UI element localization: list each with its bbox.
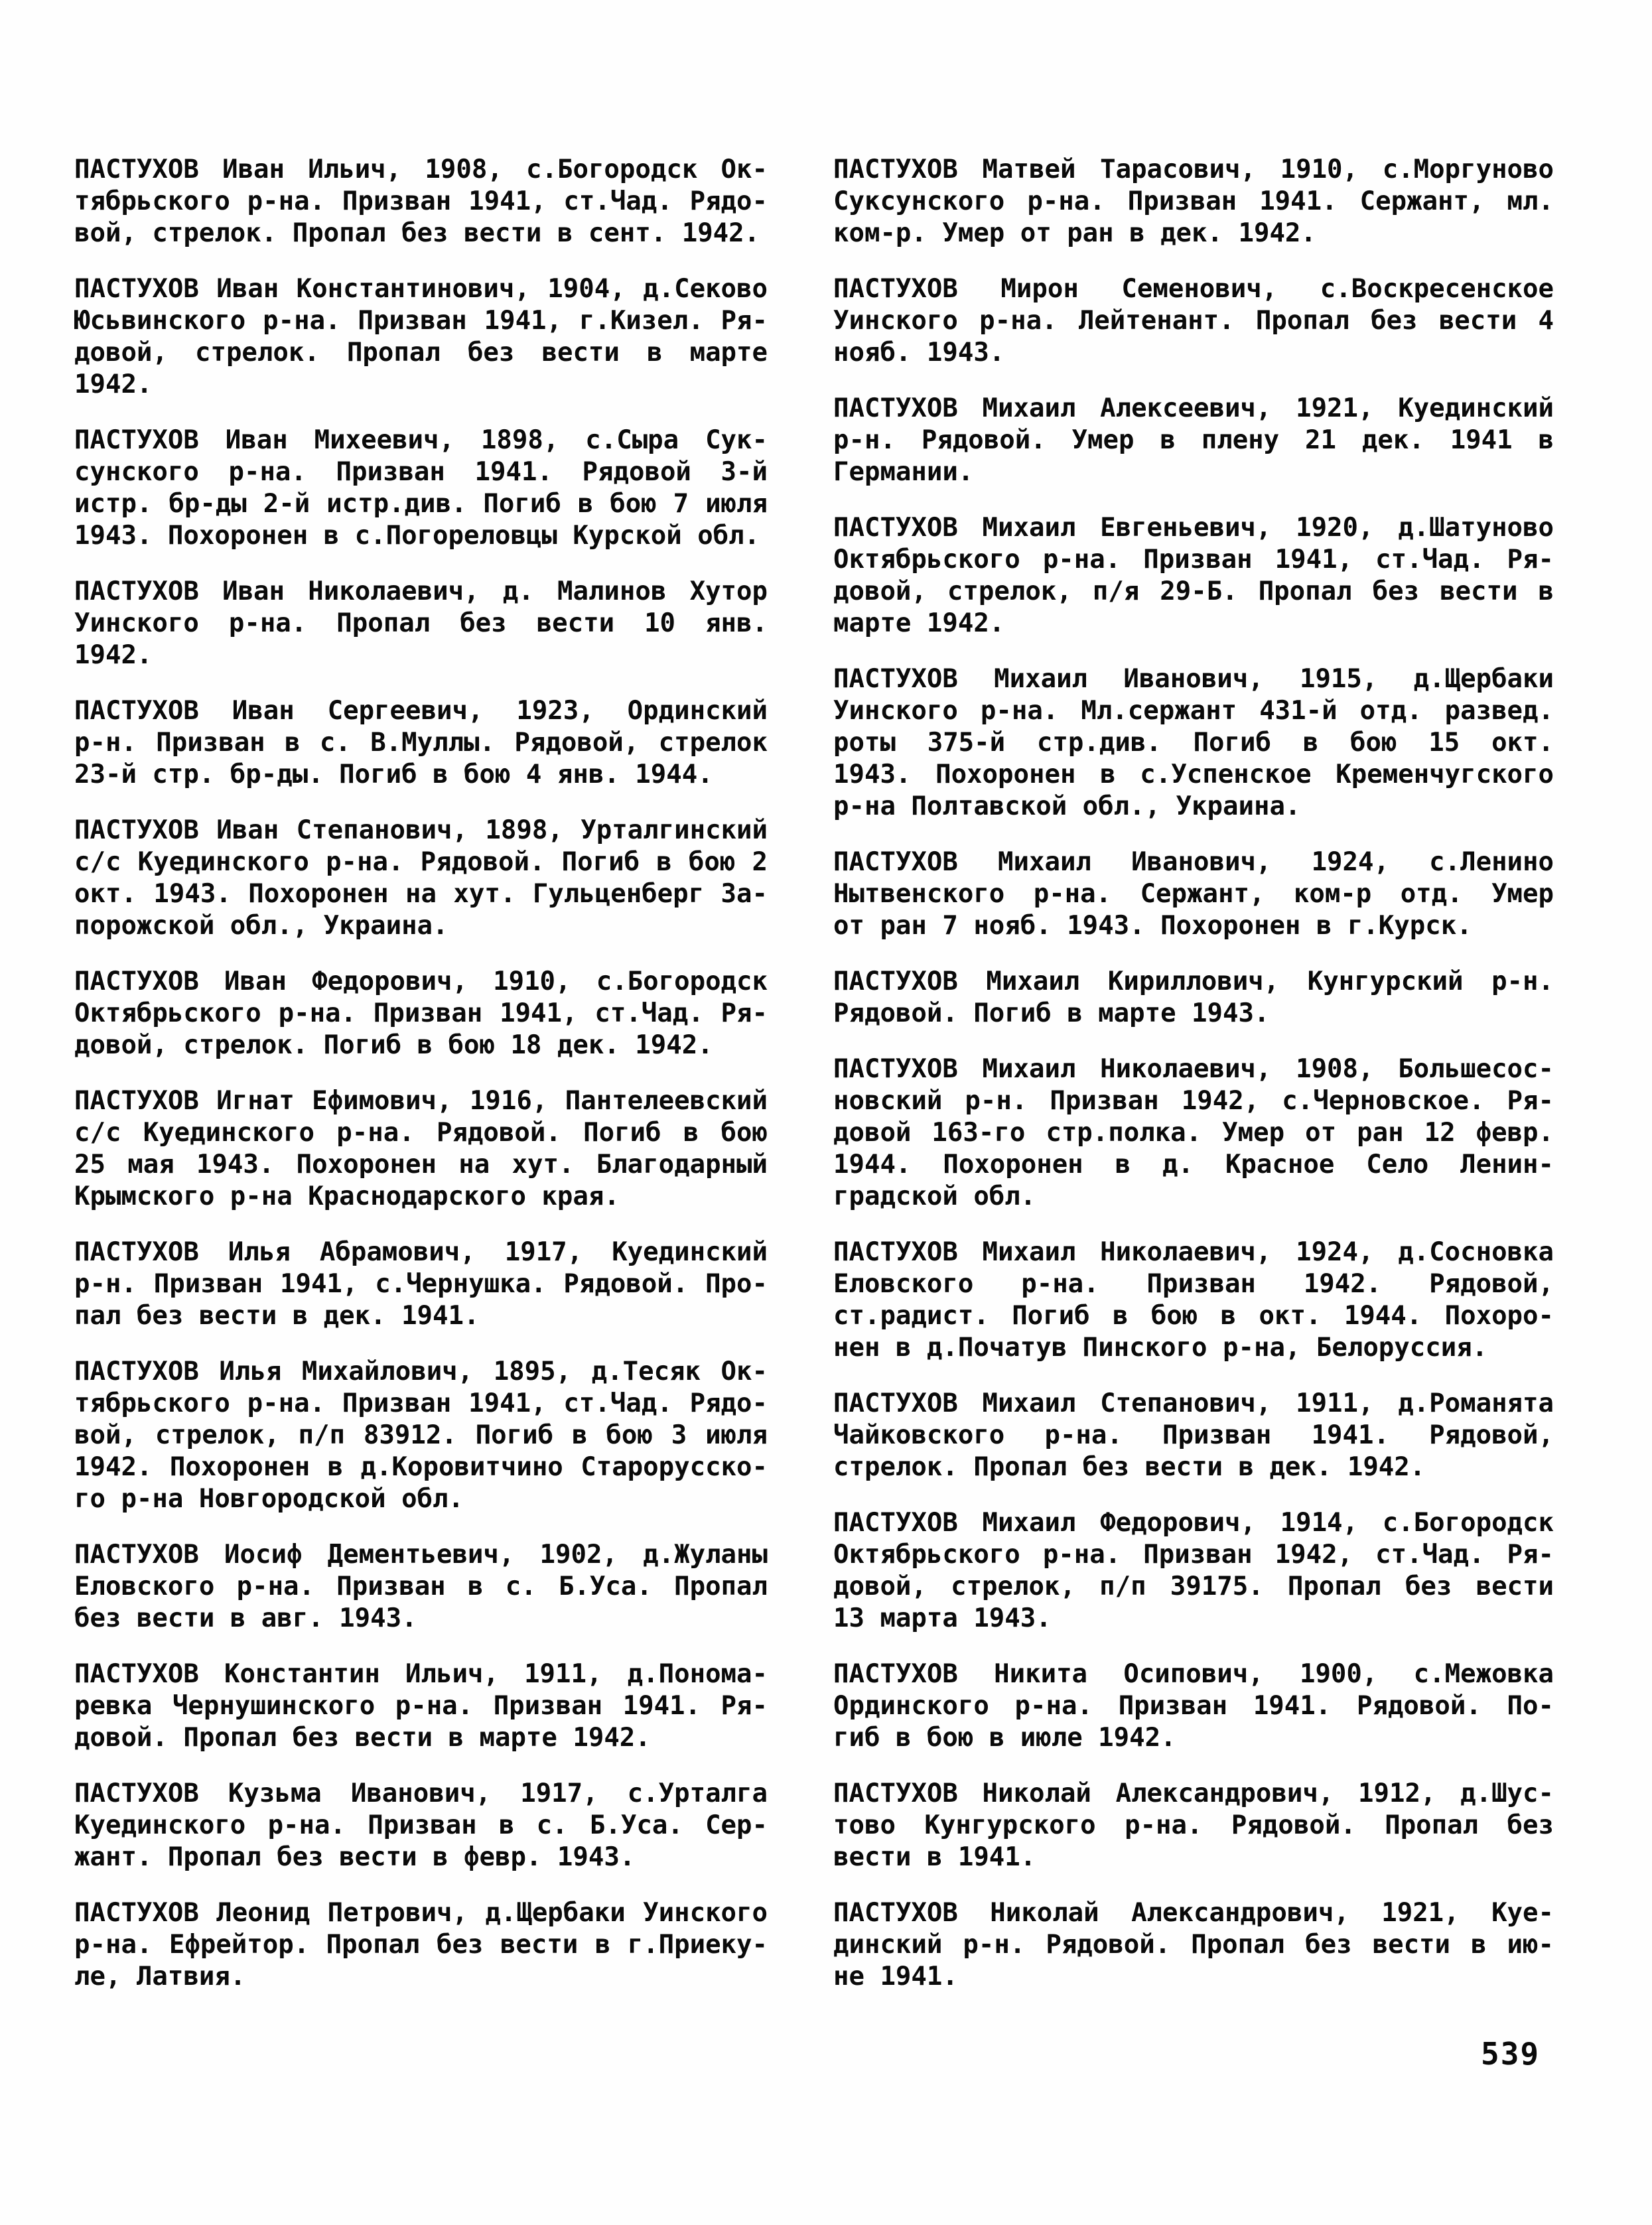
entry-line: ПАСТУХОВ Илья Абрамович, 1917, Куединский [74, 1237, 768, 1267]
entry-line: 1942. Похоронен в д.Коровитчино Старорусско- [74, 1452, 768, 1482]
record-entry [74, 815, 768, 942]
entry-line: Крымского р-на Краснодарского края. [74, 1181, 620, 1211]
entry-line: от ран 7 нояб. 1943. Похоронен в г.Курск. [833, 911, 1472, 941]
entry-line: 1943. Похоронен в с.Успенское Кременчугского [833, 760, 1554, 789]
entry-line: Куединского р-на. Призван в с. Б.Уса. Сер- [74, 1810, 768, 1840]
entry-line: Рядовой. Погиб в марте 1943. [833, 998, 1270, 1028]
entry-line: Юсьвинского р-на. Призван 1941, г.Кизел. Ря- [74, 306, 768, 336]
entry-line: Суксунского р-на. Призван 1941. Сержант, мл. [833, 186, 1554, 216]
record-entry [74, 576, 768, 671]
entry-line: ПАСТУХОВ Михаил Евгеньевич, 1920, д.Шатуново [833, 513, 1554, 543]
entry-line: ПАСТУХОВ Кузьма Иванович, 1917, с.Урталга [74, 1779, 768, 1808]
entry-line: Нытвенского р-на. Сержант, ком-р отд. Умер [833, 879, 1554, 909]
entry-line: 1942. [74, 640, 153, 670]
entry-line: 1944. Похоронен в д. Красное Село Ленин- [833, 1150, 1554, 1180]
entry-line: р-на Полтавской обл., Украина. [833, 791, 1301, 821]
entry-line: тябрьского р-на. Призван 1941, ст.Чад. Рядо- [74, 1388, 768, 1418]
record-entry [833, 1778, 1554, 1873]
entry-line: 23-й стр. бр-ды. Погиб в бою 4 янв. 1944. [74, 760, 713, 789]
record-entry [833, 1388, 1554, 1483]
entry-line: нен в д.Початув Пинского р-на, Белоруссия. [833, 1333, 1488, 1363]
record-entry [74, 1237, 768, 1332]
entry-line: 13 марта 1943. [833, 1603, 1052, 1633]
entry-line: ПАСТУХОВ Иван Федорович, 1910, с.Богородск [74, 967, 768, 996]
entry-line: ПАСТУХОВ Иван Николаевич, д. Малинов Хутор [74, 576, 768, 606]
entry-line: гиб в бою в июле 1942. [833, 1723, 1176, 1753]
record-entry [74, 966, 768, 1061]
record-entry [74, 425, 768, 552]
entry-line: ПАСТУХОВ Михаил Иванович, 1915, д.Щербаки [833, 664, 1554, 694]
entry-line: ПАСТУХОВ Николай Александрович, 1921, Куе- [833, 1898, 1554, 1928]
record-entry [833, 846, 1554, 942]
record-entry [833, 1507, 1554, 1635]
entry-line: тово Кунгурского р-на. Рядовой. Пропал без [833, 1810, 1554, 1840]
entry-line: Октябрьского р-на. Призван 1942, ст.Чад. Ря- [833, 1540, 1554, 1570]
entry-line: довой, стрелок, п/я 29-Б. Пропал без вести в [833, 576, 1554, 606]
entry-line: Ординского р-на. Призван 1941. Рядовой. По- [833, 1691, 1554, 1721]
entry-line: го р-на Новгородской обл. [74, 1484, 464, 1514]
record-entry [74, 1085, 768, 1213]
entry-line: Уинского р-на. Мл.сержант 431-й отд. развед. [833, 696, 1554, 726]
record-entry [74, 1539, 768, 1635]
entry-line: р-н. Рядовой. Умер в плену 21 дек. 1941 в [833, 425, 1554, 455]
entry-line: ПАСТУХОВ Михаил Кириллович, Кунгурский р-н. [833, 967, 1554, 996]
record-entry [74, 695, 768, 791]
entry-line: истр. бр-ды 2-й истр.див. Погиб в бою 7 июля [74, 489, 768, 519]
entry-line: ПАСТУХОВ Михаил Степанович, 1911, д.Романята [833, 1388, 1554, 1418]
entry-line: ПАСТУХОВ Никита Осипович, 1900, с.Межовка [833, 1659, 1554, 1689]
record-entry [833, 1237, 1554, 1364]
entry-line: ПАСТУХОВ Михаил Федорович, 1914, с.Богородск [833, 1508, 1554, 1538]
entry-line: 25 мая 1943. Похоронен на хут. Благодарный [74, 1150, 768, 1180]
entry-line: Октябрьского р-на. Призван 1941, ст.Чад. Ря- [74, 998, 768, 1028]
entry-line: стрелок. Пропал без вести в дек. 1942. [833, 1452, 1426, 1482]
record-entry [833, 154, 1554, 249]
entry-line: динский р-н. Рядовой. Пропал без вести в ию- [833, 1930, 1554, 1960]
entry-line: вести в 1941. [833, 1842, 1036, 1872]
right-column [833, 154, 1554, 2017]
entry-line: ПАСТУХОВ Мирон Семенович, с.Воскресенское [833, 274, 1554, 304]
entry-line: градской обл. [833, 1181, 1036, 1211]
record-entry [833, 1897, 1554, 1993]
entry-line: ПАСТУХОВ Николай Александрович, 1912, д.Шус- [833, 1779, 1554, 1808]
entry-line: ПАСТУХОВ Константин Ильич, 1911, д.Понома- [74, 1659, 768, 1689]
entry-line: ком-р. Умер от ран в дек. 1942. [833, 218, 1316, 248]
entry-line: ПАСТУХОВ Иван Ильич, 1908, с.Богородск Ок- [74, 155, 768, 184]
record-entry [74, 1778, 768, 1873]
record-entry [74, 1658, 768, 1754]
entry-line: ПАСТУХОВ Илья Михайлович, 1895, д.Тесяк Ок- [74, 1357, 768, 1386]
entry-line: ПАСТУХОВ Иван Константинович, 1904, д.Секово [74, 274, 768, 304]
entry-line: окт. 1943. Похоронен на хут. Гульценберг За- [74, 879, 768, 909]
record-entry [833, 512, 1554, 640]
entry-line: довой, стрелок, п/п 39175. Пропал без вести [833, 1572, 1554, 1601]
entry-line: ПАСТУХОВ Михаил Иванович, 1924, с.Ленино [833, 847, 1554, 877]
entry-line: марте 1942. [833, 608, 1005, 638]
record-entry [833, 393, 1554, 488]
record-entry [74, 273, 768, 401]
record-entry [833, 1658, 1554, 1754]
entry-line: вой, стрелок. Пропал без вести в сент. 1942. [74, 218, 760, 248]
entry-line: сунского р-на. Призван 1941. Рядовой 3-й [74, 457, 768, 487]
record-entry [833, 1053, 1554, 1213]
entry-line: р-н. Призван в с. В.Муллы. Рядовой, стрелок [74, 728, 768, 758]
entry-line: ле, Латвия. [74, 1962, 246, 1991]
record-entry [833, 966, 1554, 1030]
entry-line: ПАСТУХОВ Иосиф Дементьевич, 1902, д.Жуланы [74, 1540, 768, 1570]
entry-line: ПАСТУХОВ Иван Степанович, 1898, Урталгинский [74, 815, 768, 845]
entry-line: порожской обл., Украина. [74, 911, 448, 941]
entry-line: Чайковского р-на. Призван 1941. Рядовой, [833, 1420, 1554, 1450]
entry-line: ПАСТУХОВ Михаил Николаевич, 1908, Большесос- [833, 1054, 1554, 1084]
entry-line: ревка Чернушинского р-на. Призван 1941. Ря- [74, 1691, 768, 1721]
entry-line: ПАСТУХОВ Игнат Ефимович, 1916, Пантелеевский [74, 1086, 768, 1116]
entry-line: ПАСТУХОВ Михаил Николаевич, 1924, д.Сосновка [833, 1237, 1554, 1267]
entry-line: тябрьского р-на. Призван 1941, ст.Чад. Рядо- [74, 186, 768, 216]
entry-line: ПАСТУХОВ Михаил Алексеевич, 1921, Куединский [833, 393, 1554, 423]
record-entry [833, 663, 1554, 823]
entry-line: жант. Пропал без вести в февр. 1943. [74, 1842, 636, 1872]
entry-line: ПАСТУХОВ Иван Сергеевич, 1923, Ординский [74, 696, 768, 726]
entry-line: Еловского р-на. Призван 1942. Рядовой, [833, 1269, 1554, 1299]
entry-line: р-н. Призван 1941, с.Чернушка. Рядовой. Про- [74, 1269, 768, 1299]
entry-line: без вести в авг. 1943. [74, 1603, 417, 1633]
entry-line: Еловского р-на. Призван в с. Б.Уса. Пропал [74, 1572, 768, 1601]
entry-line: ПАСТУХОВ Иван Михеевич, 1898, с.Сыра Сук- [74, 425, 768, 455]
entry-line: 1942. [74, 370, 153, 399]
entry-line: ПАСТУХОВ Матвей Тарасович, 1910, с.Моргуново [833, 155, 1554, 184]
entry-line: не 1941. [833, 1962, 958, 1991]
entry-line: довой, стрелок. Пропал без вести в марте [74, 338, 768, 368]
entry-line: 1943. Похоронен в с.Погореловцы Курской обл. [74, 521, 760, 551]
entry-line: Уинского р-на. Лейтенант. Пропал без вести 4 [833, 306, 1554, 336]
entry-line: Уинского р-на. Пропал без вести 10 янв. [74, 608, 768, 638]
entry-line: ПАСТУХОВ Леонид Петрович, д.Щербаки Уинского [74, 1898, 768, 1928]
entry-line: нояб. 1943. [833, 338, 1005, 368]
record-entry [74, 1897, 768, 1993]
entry-line: р-на. Ефрейтор. Пропал без вести в г.Приеку- [74, 1930, 768, 1960]
record-entry [74, 1356, 768, 1515]
page-number: 539 [1481, 2036, 1541, 2072]
entry-line: вой, стрелок, п/п 83912. Погиб в бою 3 июля [74, 1420, 768, 1450]
entry-line: ст.радист. Погиб в бою в окт. 1944. Похоро- [833, 1301, 1554, 1331]
entry-line: Октябрьского р-на. Призван 1941, ст.Чад. Ря- [833, 545, 1554, 574]
entry-line: довой 163-го стр.полка. Умер от ран 12 февр. [833, 1118, 1554, 1148]
entry-line: довой, стрелок. Погиб в бою 18 дек. 1942. [74, 1030, 713, 1060]
entry-line: пал без вести в дек. 1941. [74, 1301, 480, 1331]
entry-line: с/с Куединского р-на. Рядовой. Погиб в бою 2 [74, 847, 768, 877]
left-column [74, 154, 768, 2017]
entry-line: Германии. [833, 457, 974, 487]
entry-line: с/с Куединского р-на. Рядовой. Погиб в бою [74, 1118, 768, 1148]
record-entry [833, 273, 1554, 369]
entry-line: роты 375-й стр.див. Погиб в бою 15 окт. [833, 728, 1554, 758]
record-entry [74, 154, 768, 249]
entry-line: новский р-н. Призван 1942, с.Черновское. Ря- [833, 1086, 1554, 1116]
entry-line: довой. Пропал без вести в марте 1942. [74, 1723, 651, 1753]
